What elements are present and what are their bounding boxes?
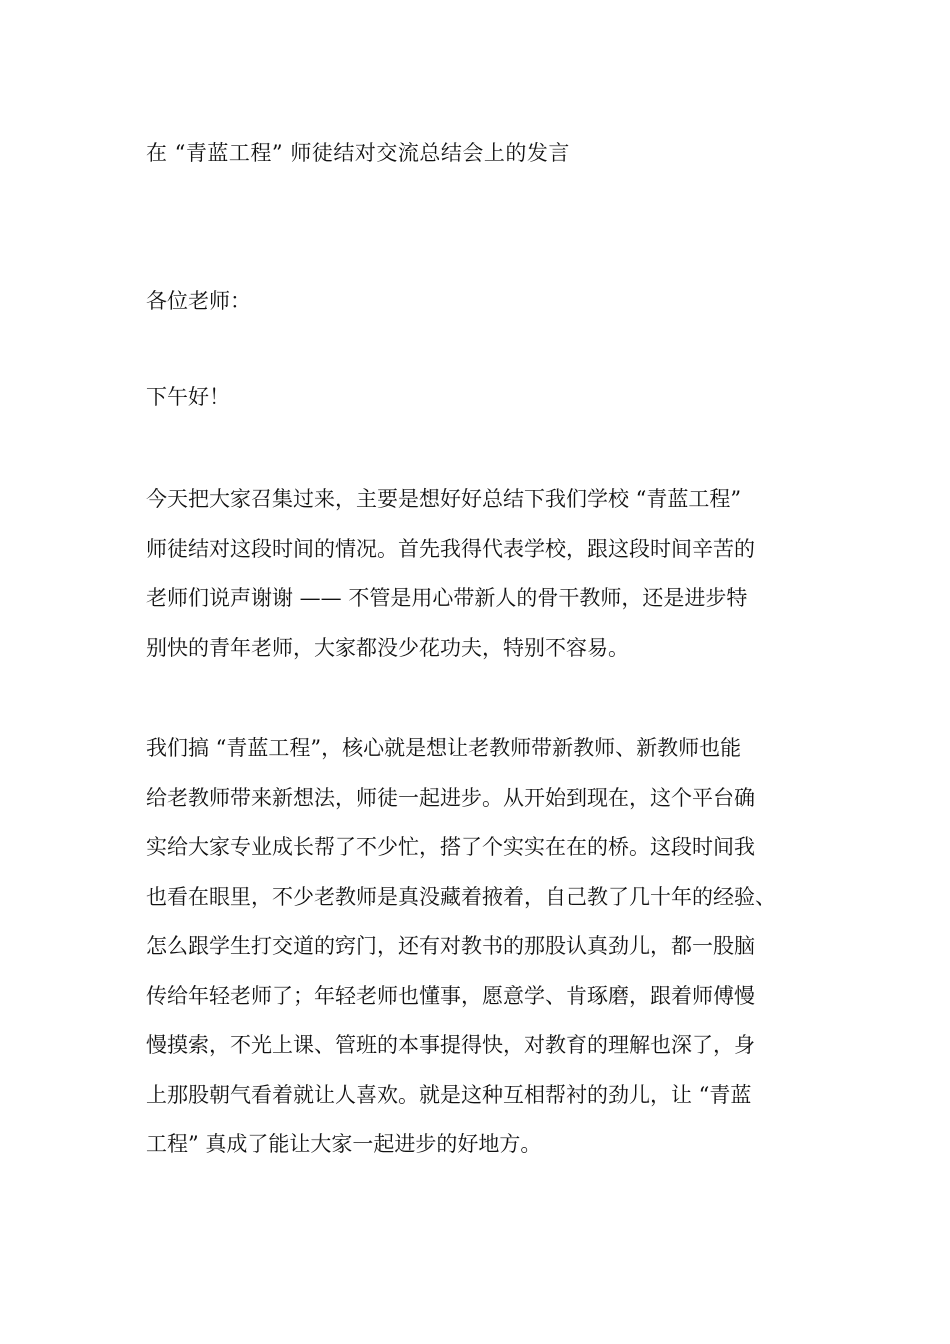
salutation: 各位老师： <box>146 289 251 313</box>
document-title: 在 “青蓝工程” 师徒结对交流总结会上的发言 <box>146 141 570 165</box>
paragraph-line: 实给大家专业成长帮了不少忙，搭了个实实在在的桥。这段时间我 <box>146 835 755 859</box>
paragraph-line: 也看在眼里，不少老教师是真没藏着掖着，自己教了几十年的经验、 <box>146 884 776 909</box>
paragraph-2 <box>146 733 836 1179</box>
paragraph-1 <box>146 484 836 682</box>
paragraph-line: 师徒结对这段时间的情况。首先我得代表学校，跟这段时间辛苦的 <box>146 536 755 561</box>
paragraph-line: 给老教师带来新想法，师徒一起进步。从开始到现在，这个平台确 <box>146 785 755 810</box>
paragraph-line: 上那股朝气看着就让人喜欢。就是这种互相帮衬的劲儿，让 “青蓝 <box>146 1082 752 1107</box>
paragraph-line: 传给年轻老师了；年轻老师也懂事，愿意学、肯琢磨，跟着师傅慢 <box>146 983 755 1008</box>
paragraph-line: 慢摸索，不光上课、管班的本事提得快，对教育的理解也深了，身 <box>146 1033 755 1057</box>
paragraph-line: 我们搞 “青蓝工程”，核心就是想让老教师带新教师、新教师也能 <box>146 736 742 760</box>
paragraph-line: 老师们说声谢谢 —— 不管是用心带新人的骨干教师，还是进步特 <box>146 586 748 610</box>
paragraph-line: 今天把大家召集过来，主要是想好好总结下我们学校 “青蓝工程” <box>146 487 742 511</box>
paragraph-line: 怎么跟学生打交道的窍门，还有对教书的那股认真劲儿，都一股脑 <box>146 934 755 958</box>
paragraph-line: 别快的青年老师，大家都没少花功夫，特别不容易。 <box>146 635 629 660</box>
greeting: 下午好！ <box>146 385 230 409</box>
paragraph-line: 工程” 真成了能让大家一起进步的好地方。 <box>146 1132 542 1156</box>
